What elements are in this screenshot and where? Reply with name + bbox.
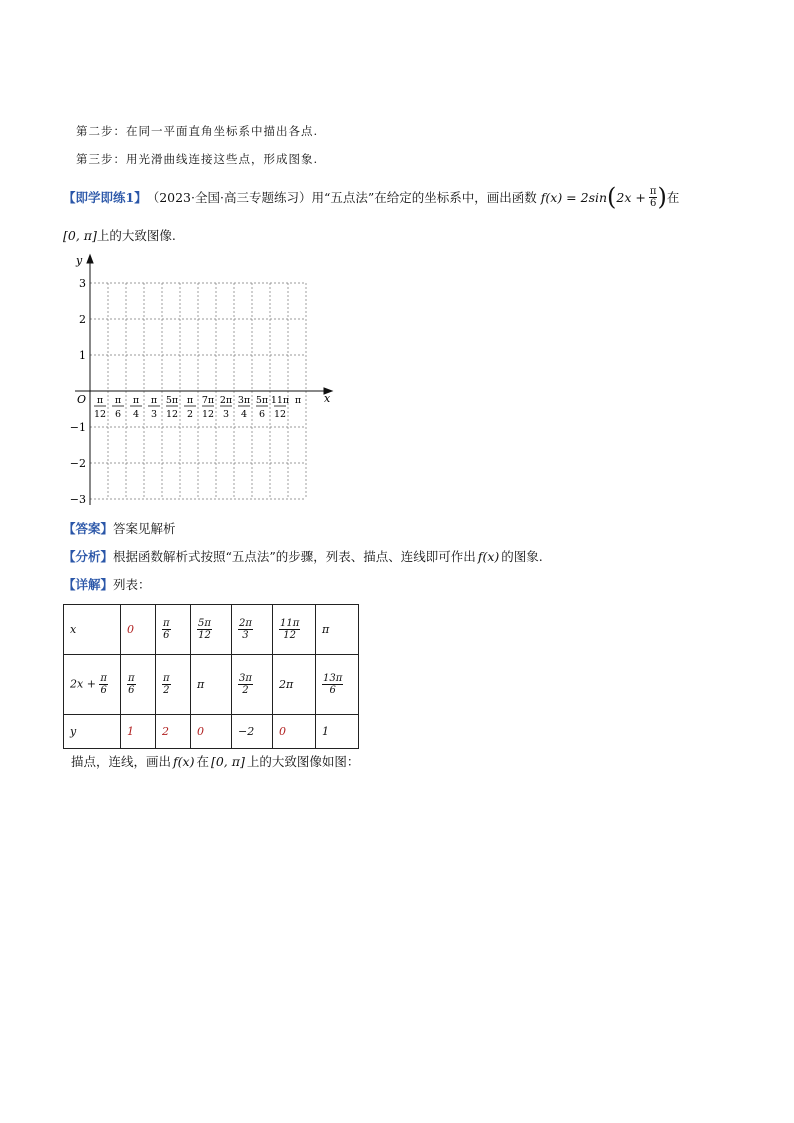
- x-tick-num: π: [186, 395, 194, 406]
- arg-label-den: 6: [100, 685, 107, 696]
- table-row-y: [64, 715, 359, 749]
- table-cell: [232, 605, 273, 655]
- axes: [75, 255, 332, 505]
- problem-label: 【即学即练1】: [63, 190, 147, 205]
- y-tick-label: 1: [79, 349, 86, 362]
- y-tick-label: 3: [79, 277, 86, 290]
- cell-den: 2: [163, 685, 170, 696]
- table-cell: [121, 605, 156, 655]
- x-tick-den: 6: [258, 409, 266, 420]
- closing-text: 描点，连线，画出: [71, 754, 172, 769]
- y-axis-label: y: [76, 254, 83, 267]
- x-tick-label: [220, 395, 232, 420]
- analysis-text: 根据函数解析式按照“五点法”的步骤，列表、描点、连线即可作出: [113, 549, 476, 564]
- step-three: 第三步：用光滑曲线连接这些点，形成图象.: [76, 152, 319, 166]
- x-tick-den: 12: [165, 409, 179, 420]
- cell-num: 2π: [239, 618, 252, 629]
- table-cell: [156, 715, 191, 749]
- problem-source: （2023·全国·高三专题练习）: [146, 190, 312, 205]
- arg-label-num: π: [100, 673, 107, 684]
- right-paren: ): [657, 183, 667, 211]
- x-tick-den: 3: [150, 409, 158, 420]
- cell-value: 0: [127, 623, 134, 636]
- x-tick-label: [130, 395, 142, 420]
- interval: [0, π]: [63, 228, 97, 243]
- x-tick-den: 4: [132, 409, 140, 420]
- table-cell: [316, 655, 359, 715]
- function-lhs: f(x) = 2sin: [540, 189, 608, 205]
- answer-label: 【答案】: [63, 521, 114, 536]
- cell-fraction: [127, 673, 136, 696]
- x-tick-num: 2π: [219, 395, 233, 406]
- analysis-label: 【分析】: [63, 549, 114, 564]
- x-tick-den: 12: [201, 409, 215, 420]
- x-tick-den: 12: [93, 409, 107, 420]
- cell-value: π: [322, 623, 330, 636]
- table-cell: [191, 655, 232, 715]
- x-tick-den: 4: [240, 409, 248, 420]
- table-cell: [191, 605, 232, 655]
- y-tick-label: −1: [69, 421, 86, 434]
- analysis-text-after: 的图象.: [501, 549, 543, 564]
- table-cell: [232, 655, 273, 715]
- pi-over-six: [649, 186, 658, 209]
- cell-den: 2: [242, 685, 249, 696]
- table-cell: [273, 655, 316, 715]
- detail-text: 列表：: [113, 577, 151, 592]
- cell-value: 0: [279, 725, 286, 738]
- function-inner: 2x +: [616, 189, 646, 205]
- cell-num: π: [163, 618, 170, 629]
- step-two: 第二步：在同一平面直角坐标系中描出各点.: [76, 124, 319, 138]
- cell-den: 6: [329, 685, 336, 696]
- table-cell: [121, 655, 156, 715]
- cell-value: −2: [238, 725, 255, 738]
- x-tick-num: π: [114, 395, 122, 406]
- cell-fraction: [238, 673, 253, 696]
- value-table: [63, 604, 359, 749]
- cell-den: 3: [242, 630, 249, 641]
- table-cell: [156, 605, 191, 655]
- cell-den: 6: [128, 685, 135, 696]
- x-tick-den: 6: [114, 409, 122, 420]
- cell-den: 6: [163, 630, 170, 641]
- cell-num: 13π: [323, 673, 343, 684]
- cell-fraction: [197, 618, 212, 641]
- x-tick-num: 7π: [201, 395, 215, 406]
- answer-text: 答案见解析: [113, 521, 176, 536]
- cell-fraction: [162, 618, 171, 641]
- table-row-x: [64, 605, 359, 655]
- detail-label: 【详解】: [63, 577, 114, 592]
- cell-num: 5π: [198, 618, 211, 629]
- table-cell: [156, 655, 191, 715]
- closing-zai: 在: [196, 754, 209, 769]
- y-tick-label: −2: [69, 457, 86, 470]
- x-tick-label: [94, 395, 106, 420]
- x-tick-num: 11π: [270, 395, 290, 406]
- x-tick-num: 5π: [255, 395, 269, 406]
- x-tick-label: [271, 395, 289, 420]
- answer-line: [63, 519, 176, 537]
- table-cell: [121, 715, 156, 749]
- cell-value: 1: [322, 725, 329, 738]
- problem-text: 用“五点法”在给定的坐标系中，画出函数: [311, 190, 537, 205]
- left-paren: (: [607, 183, 617, 211]
- arg-label-frac: [99, 673, 108, 696]
- cell-value: 2π: [279, 678, 294, 691]
- cell-num: 11π: [280, 618, 300, 629]
- row-y-label: y: [64, 715, 121, 749]
- problem-statement: [63, 182, 679, 212]
- table-cell: [316, 605, 359, 655]
- y-tick-label: −3: [69, 493, 86, 506]
- cell-num: π: [163, 673, 170, 684]
- cell-fraction: [322, 673, 343, 696]
- x-tick-label: [112, 395, 124, 420]
- row-arg-label: [64, 655, 121, 715]
- cell-den: 12: [283, 630, 297, 641]
- cell-value: 1: [127, 725, 134, 738]
- x-tick-num: π: [132, 395, 140, 406]
- table-cell: [316, 715, 359, 749]
- x-tick-label: [148, 395, 160, 420]
- x-tick-den: 3: [222, 409, 230, 420]
- y-axis-arrow: [87, 255, 93, 263]
- closing-text-after: 上的大致图像如图：: [246, 754, 360, 769]
- y-tick-label: 2: [79, 313, 86, 326]
- x-tick-den: 12: [273, 409, 287, 420]
- cell-fraction: [238, 618, 253, 641]
- closing-interval: [0, π]: [210, 754, 245, 769]
- table-cell: [232, 715, 273, 749]
- x-tick-label: [295, 395, 301, 406]
- coordinate-grid: [60, 250, 340, 512]
- x-tick-num: 3π: [237, 395, 251, 406]
- x-tick-label: [256, 395, 268, 420]
- analysis-fx: f(x): [477, 549, 500, 564]
- x-axis-label: x: [324, 392, 331, 405]
- table-cell: [273, 715, 316, 749]
- cell-value: π: [197, 678, 205, 691]
- cell-num: 3π: [239, 673, 252, 684]
- cell-fraction: [162, 673, 171, 696]
- problem-text-after: 上的大致图像.: [96, 228, 176, 243]
- problem-zai: 在: [666, 190, 680, 205]
- cell-den: 12: [198, 630, 211, 641]
- arg-label-text: 2x +: [70, 677, 96, 691]
- table-cell: [273, 605, 316, 655]
- row-x-label: x: [64, 605, 121, 655]
- cell-num: π: [128, 673, 135, 684]
- closing-line: [71, 752, 359, 770]
- x-tick-num: π: [294, 395, 302, 406]
- cell-value: 0: [197, 725, 204, 738]
- closing-fx: f(x): [173, 754, 195, 769]
- cell-fraction: [279, 618, 300, 641]
- x-tick-label: [202, 395, 214, 420]
- detail-line: [63, 575, 151, 593]
- table-cell: [191, 715, 232, 749]
- frac-num: π: [649, 185, 657, 197]
- x-tick-label: [238, 395, 250, 420]
- x-tick-den: 2: [186, 409, 194, 420]
- x-tick-num: 5π: [165, 395, 179, 406]
- x-tick-num: π: [96, 395, 104, 406]
- frac-den: 6: [649, 197, 657, 209]
- x-tick-label: [184, 395, 196, 420]
- x-tick-num: π: [150, 395, 158, 406]
- problem-continuation: [63, 226, 176, 244]
- table-row-arg: [64, 655, 359, 715]
- origin-label: O: [77, 393, 87, 406]
- cell-value: 2: [162, 725, 169, 738]
- x-tick-label: [166, 395, 178, 420]
- analysis-line: [63, 547, 543, 565]
